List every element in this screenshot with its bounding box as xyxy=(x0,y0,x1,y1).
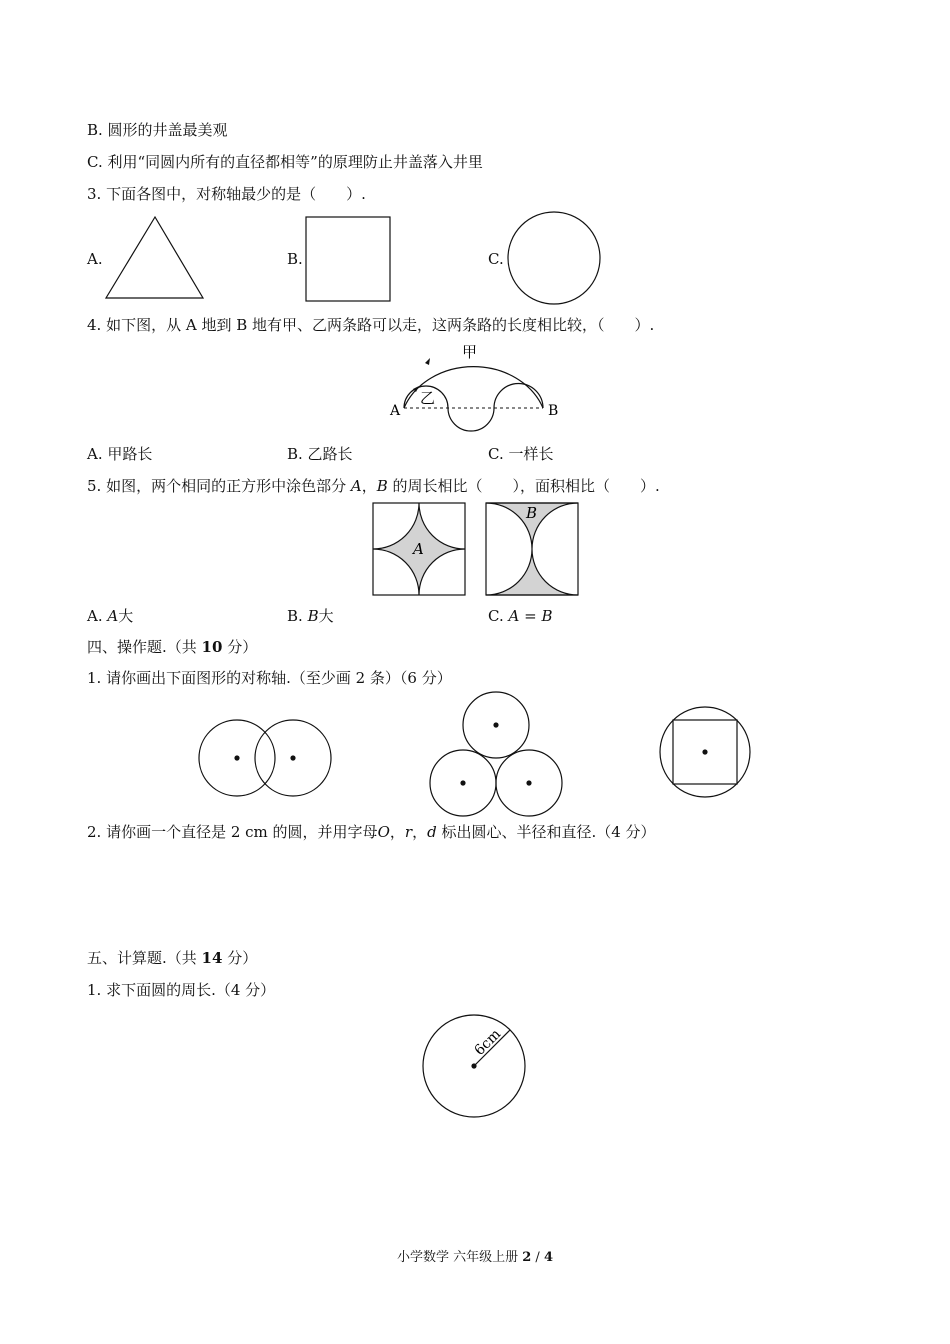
var-b: B xyxy=(376,477,388,495)
var-r: r xyxy=(404,823,413,841)
square-in-circle-figure xyxy=(658,705,752,799)
op2-post: 标出圆心、半径和直径.（4 分） xyxy=(436,823,656,841)
q5-option-b[interactable] xyxy=(287,606,334,626)
q5-option-a[interactable] xyxy=(87,606,133,626)
q5-option-c-pre: C. xyxy=(488,607,509,625)
label-a: A xyxy=(390,403,401,419)
q5-option-b-pre: B. xyxy=(287,607,308,625)
section-4-heading xyxy=(87,637,257,657)
q4-option-a[interactable]: A. 甲路长 xyxy=(87,445,153,463)
shape-label-b: B xyxy=(526,504,538,522)
shaded-square-b xyxy=(485,502,579,596)
sec4-num: 10 xyxy=(201,638,223,656)
sec4-post: 分） xyxy=(222,638,258,656)
label-b: B xyxy=(548,403,559,419)
square-figure xyxy=(305,216,393,304)
q3-option-b[interactable]: B. xyxy=(287,250,303,268)
q5-option-a-post: 大 xyxy=(118,607,134,625)
option-c-text: C. 利用“同圆内所有的直径都相等”的原理防止井盖落入井里 xyxy=(87,153,483,171)
shaded-square-a xyxy=(372,502,466,596)
q5-option-a-pre: A. xyxy=(87,607,108,625)
op2-sep1: ， xyxy=(389,823,405,841)
q5-option-a-var: A xyxy=(107,607,119,625)
operation-1: 1. 请你画出下面图形的对称轴.（至少画 2 条）（6 分） xyxy=(87,669,452,687)
sec5-post: 分） xyxy=(222,949,258,967)
q5-option-c-eq: = xyxy=(519,607,542,625)
question-4: 4. 如下图，从 A 地到 B 地有甲、乙两条路可以走，这两条路的长度相比较，（ ）. xyxy=(87,316,655,334)
circle-figure xyxy=(507,211,603,307)
q3-option-c[interactable]: C. xyxy=(488,250,504,268)
triangle-figure xyxy=(104,215,206,303)
q5-text-mid: ， xyxy=(361,477,377,495)
op2-pre: 2. 请你画一个直径是 2 cm 的圆，并用字母 xyxy=(87,823,378,841)
q5-text-pre: 5. 如图，两个相同的正方形中涂色部分 xyxy=(87,477,351,495)
calc-1: 1. 求下面圆的周长.（4 分） xyxy=(87,981,276,999)
sec4-pre: 四、操作题.（共 xyxy=(87,638,202,656)
op2-sep2: ， xyxy=(412,823,428,841)
var-o: O xyxy=(377,823,390,841)
radius-circle-figure xyxy=(421,1013,529,1121)
two-circles-figure xyxy=(198,718,334,800)
footer-page: 2 xyxy=(522,1250,532,1265)
page-footer xyxy=(0,1246,950,1265)
q4-option-b[interactable]: B. 乙路长 xyxy=(287,445,353,463)
sec5-pre: 五、计算题.（共 xyxy=(87,949,202,967)
q5-option-c[interactable] xyxy=(488,606,552,626)
option-b-text: B. 圆形的井盖最美观 xyxy=(87,121,228,139)
q4-option-c[interactable]: C. 一样长 xyxy=(488,445,554,463)
sec5-num: 14 xyxy=(201,949,223,967)
q5-option-c-var-b: B xyxy=(541,607,553,625)
footer-sep: / xyxy=(531,1250,544,1265)
section-5-heading xyxy=(87,948,257,968)
shape-label-a: A xyxy=(413,540,424,558)
question-5 xyxy=(87,476,660,496)
var-d: d xyxy=(427,823,437,841)
three-circles-figure xyxy=(428,690,564,820)
path-figure xyxy=(380,335,570,435)
label-yi: 乙 xyxy=(420,389,436,407)
footer-total: 4 xyxy=(543,1250,553,1265)
question-3: 3. 下面各图中，对称轴最少的是（ ）. xyxy=(87,185,366,203)
var-a: A xyxy=(350,477,362,495)
q5-option-c-var-a: A xyxy=(508,607,520,625)
q5-text-post: 的周长相比（ ），面积相比（ ）. xyxy=(387,477,660,495)
operation-2 xyxy=(87,822,656,842)
radius-label: 6cm xyxy=(471,1026,505,1059)
footer-text: 小学数学 六年级上册 xyxy=(396,1250,523,1265)
label-jia: 甲 xyxy=(462,343,478,361)
q5-option-b-var: B xyxy=(307,607,319,625)
q3-option-a[interactable]: A. xyxy=(87,250,103,268)
q5-option-b-post: 大 xyxy=(318,607,334,625)
